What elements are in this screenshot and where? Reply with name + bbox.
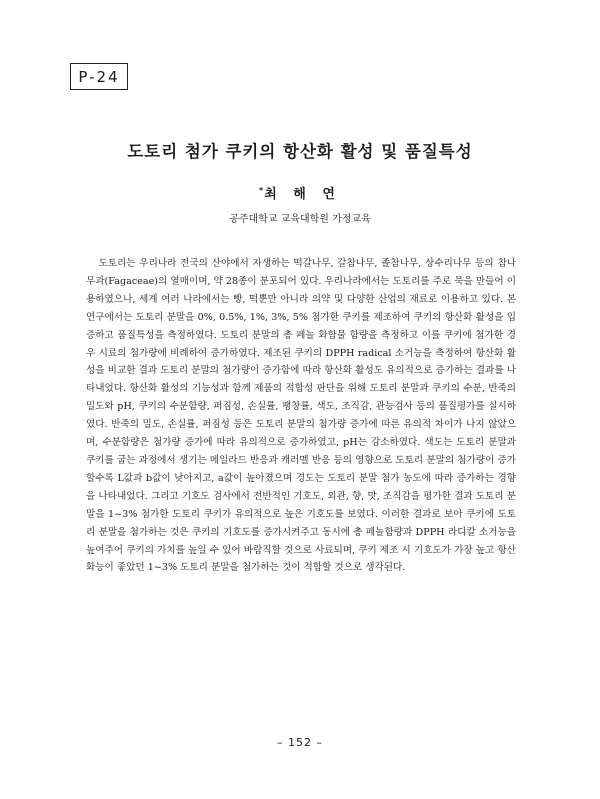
- affiliation: 공주대학교 교육대학원 가정교육: [229, 214, 371, 225]
- abstract-body: 도토리는 우리나라 전국의 산야에서 자생하는 떡갈나무, 갈참나무, 졸참나무, 상수리나무 등의 참나무과(Fagaceae)의 열매이며, 약 28종이 분포되어 있다. 우리나라에서는 도토리를 주로 묵을 만들어 이용하였으나, 세계 여러 나라에서는 빵, 떡뿐만 아니라 의약 및 다양한 산업의 재료로 이용하고 있다. 본 연구에서는 도토리 분말을 0%, 0.5%, 1%, 3%, 5% 첨가한 쿠키를 제조하여 쿠키의 항산화 활성을 입증하고 품질특성을 측정하였다. 도토리 분말의 총 페놀 화합물 함량을 측정하고 이를 쿠키에 첨가한 경우 시료의 첨가량에 비례하여 증가하였다. 제조된 쿠키의 DPPH radical 소거능을 측정하여 항산화 활성을 비교한 결과 도토리 분말의 첨가량이 증가함에 따라 항산화 활성도 유의적으로 증가하는 결과를 나타내었다. 항산화 활성의 기능성과 함께 제품의 적합성 판단을 위해 도토리 분말과 쿠키의 수분, 반죽의 밀도와 pH, 쿠키의 수분함량, 퍼짐성, 손실률, 팽창률, 색도, 조직감, 관능검사 등의 품질평가를 실시하였다. 반죽의 밀도, 손실률, 퍼짐성 등은 도토리 분말의 첨가량 증가에 따른 유의적 차이가 나지 않았으며, 수분함량은 첨가량 증가에 따라 유의적으로 증가하였고, pH는 감소하였다. 색도는 도토리 분말과 쿠키를 굽는 과정에서 생기는 메일라드 반응과 캐러멜 반응 등의 영향으로 도토리 분말의 첨가량이 증가할수록 L값과 b값이 낮아지고, a값이 높아졌으며 경도는 도토리 분말 첨가 농도에 따라 증가하는 경향을 나타내었다. 그리고 기호도 검사에서 전반적인 기호도, 외관, 향, 맛, 조직감을 평가한 결과 도토리 분말을 1~3% 첨가한 도토리 쿠키가 유의적으로 높은 기호도를 보였다. 이러한 결과로 보아 쿠키에 도토리 분말을 첨가하는 것은 쿠키의 기호도를 증가시켜주고 동시에 총 페놀함량과 DPPH 라디칼 소거능을 높여주어 쿠키의 가치를 높일 수 있어 바람직할 것으로 사료되며, 쿠키 제조 시 기호도가 가장 높고 항산화능이 좋았던 1~3% 도토리 분말을 첨가하는 것이 적합할 것으로 생각된다.: [86, 258, 516, 574]
- corresponding-author-marker: *: [259, 185, 264, 195]
- author-line: [0, 183, 600, 202]
- page-number: – 152 –: [277, 736, 323, 749]
- poster-id: P-24: [78, 67, 120, 86]
- author-name: 최 해 연: [264, 187, 341, 202]
- paper-title: 도토리 첨가 쿠키의 항산화 활성 및 품질특성: [127, 142, 473, 161]
- poster-id-box: [70, 63, 128, 90]
